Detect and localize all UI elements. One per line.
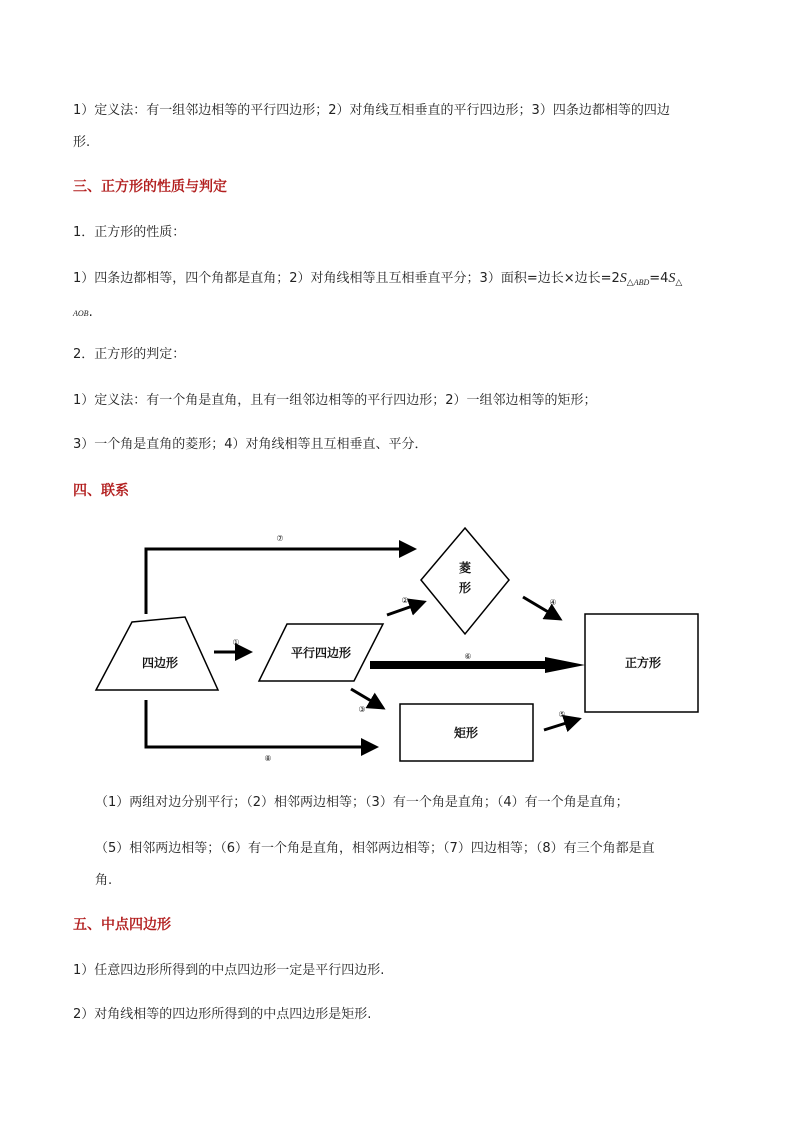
marker-5: ⑤ (558, 710, 566, 719)
marker-8: ⑧ (264, 754, 272, 763)
arrow-6 (370, 657, 585, 673)
legend-line-3: 角. (95, 873, 113, 888)
marker-7: ⑦ (276, 534, 284, 543)
area-equals: =4 (649, 271, 669, 286)
parallelogram-label: 平行四边形 (290, 646, 352, 660)
section-5-heading: 五、中点四边形 (73, 917, 171, 933)
rectangle-label: 矩形 (453, 726, 479, 740)
marker-4: ④ (549, 598, 557, 607)
legend-line-1: （1）两组对边分别平行；（2）相邻两边相等；（3）有一个角是直角；（4）有一个角是直角； (95, 795, 629, 810)
square-judgement-line-1: 1）定义法：有一个角是直角，且有一组邻边相等的平行四边形；2）一组邻边相等的矩形； (73, 393, 597, 408)
quadrilateral-label: 四边形 (141, 656, 179, 670)
marker-6: ⑥ (464, 652, 472, 661)
area-end: . (88, 305, 93, 320)
marker-2: ② (401, 596, 409, 605)
marker-3: ③ (358, 705, 366, 714)
rhombus-criteria-line-2: 形. (73, 135, 91, 150)
section-4-heading: 四、联系 (73, 483, 129, 499)
area-subscript-1: ABD (633, 278, 650, 287)
section-3-heading: 三、正方形的性质与判定 (73, 179, 227, 195)
arrow-8 (146, 700, 376, 747)
area-subscript-2: AOB (73, 309, 89, 318)
square-properties-main: 1）四条边都相等，四个角都是直角；2）对角线相等且互相垂直平分；3）面积=边长×边长=2 (73, 271, 620, 286)
rhombus-label-bottom: 形 (458, 581, 472, 595)
rhombus-criteria-line-1: 1）定义法：有一组邻边相等的平行四边形；2）对角线互相垂直的平行四边形；3）四条边都相等的四边 (73, 103, 670, 118)
area-symbol-1: S (619, 271, 627, 286)
midpoint-line-1: 1）任意四边形所得到的中点四边形一定是平行四边形. (73, 963, 385, 978)
rhombus-label-top: 菱 (458, 561, 472, 575)
legend-line-2: （5）相邻两边相等；（6）有一个角是直角，相邻两边相等；（7）四边相等；（8）有三个角都是直 (95, 841, 655, 856)
marker-1: ① (232, 638, 240, 647)
triangle-symbol-2: △ (675, 278, 683, 288)
arrow-5 (544, 719, 579, 730)
arrow-3 (351, 689, 383, 708)
midpoint-line-2: 2）对角线相等的四边形所得到的中点四边形是矩形. (73, 1007, 372, 1022)
arrow-7 (146, 549, 414, 614)
triangle-symbol-1: △ (626, 278, 634, 288)
area-symbol-2: S (668, 271, 676, 286)
square-label: 正方形 (624, 656, 662, 670)
quadrilateral-shape (96, 617, 218, 690)
square-judgement-line-2: 3）一个角是直角的菱形；4）对角线相等且互相垂直、平分． (73, 437, 428, 452)
square-judgement-title: 2．正方形的判定： (73, 347, 186, 362)
square-properties-title: 1．正方形的性质： (73, 225, 186, 240)
